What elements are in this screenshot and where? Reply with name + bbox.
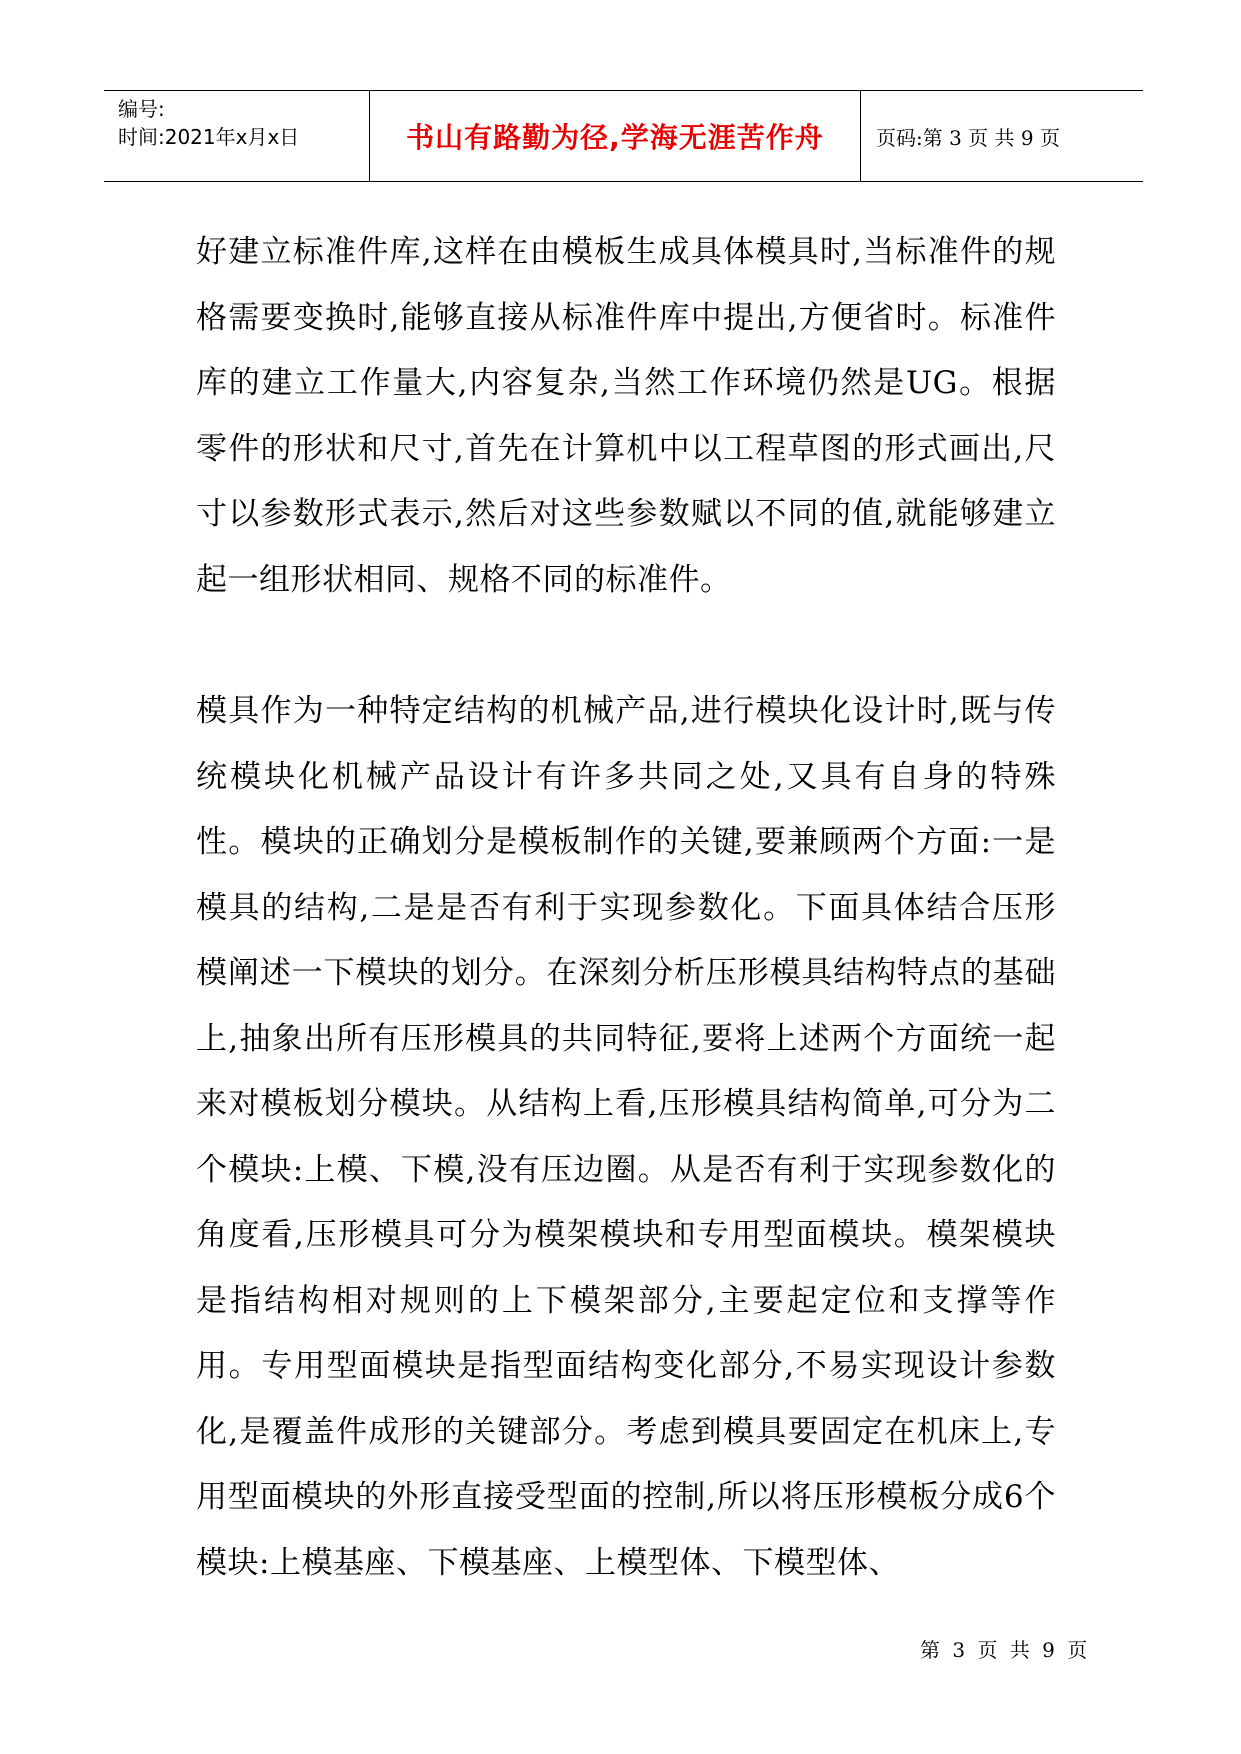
header-meta <box>118 95 299 151</box>
page-footer: 第 3 页 共 9 页 <box>920 1638 1088 1662</box>
header-divider-right <box>860 91 861 181</box>
serial-number-label: 编号: <box>118 97 165 121</box>
header-page-info: 页码:第 3 页 共 9 页 <box>876 125 1060 150</box>
body-paragraph-2: 模具作为一种特定结构的机械产品,进行模块化设计时,既与传统模块化机械产品设计有许多共同之处,又具有自身的特殊性。模块的正确划分是模板制作的关键,要兼顾两个方面:一是模具的结构,二是是否有利于实现参数化。下面具体结合压形模阐述一下模块的划分。在深刻分析压形模具结构特点的基础上,抽象出所有压形模具的共同特征,要将上述两个方面统一起来对模板划分模块。从结构上看,压形模具结构简单,可分为二个模块:上模、下模,没有压边圈。从是否有利于实现参数化的角度看,压形模具可分为模架模块和专用型面模块。模架模块是指结构相对规则的上下模架部分,主要起定位和支撑等作用。专用型面模块是指型面结构变化部分,不易实现设计参数化,是覆盖件成形的关键部分。考虑到模具要固定在机床上,专用型面模块的外形直接受型面的控制,所以将压形模板分成6个模块:上模基座、下模基座、上模型体、下模型体、 <box>196 693 1056 1581</box>
header-motto: 书山有路勤为径,学海无涯苦作舟 <box>406 121 824 154</box>
page-header <box>104 90 1143 182</box>
time-label: 时间:2021年x月x日 <box>118 125 300 149</box>
document-body <box>196 220 1056 1596</box>
body-paragraph-1: 好建立标准件库,这样在由模板生成具体模具时,当标准件的规格需要变换时,能够直接从标准件库中提出,方便省时。标准件库的建立工作量大,内容复杂,当然工作环境仍然是UG。根据零件的形状和尺寸,首先在计算机中以工程草图的形式画出,尺寸以参数形式表示,然后对这些参数赋以不同的值,就能够建立起一组形状相同、规格不同的标准件。 <box>196 234 1056 598</box>
